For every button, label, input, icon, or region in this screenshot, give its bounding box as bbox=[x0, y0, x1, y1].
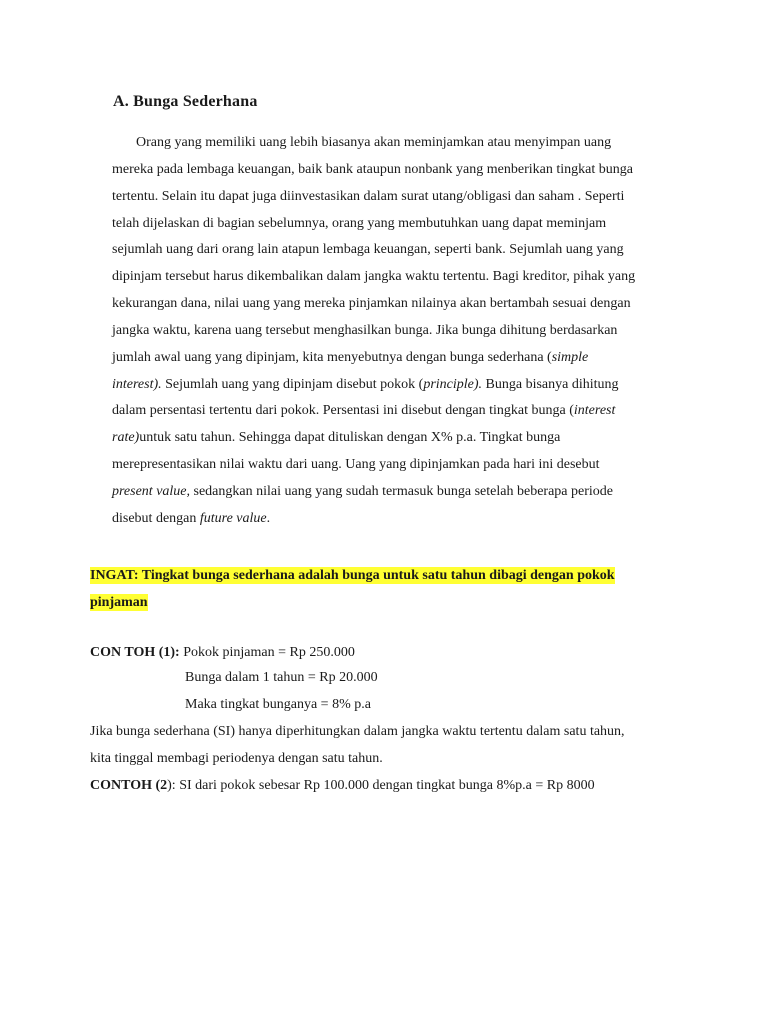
contoh-1-tingkat: Maka tingkat bunganya = 8% p.a bbox=[185, 697, 371, 712]
paragraph-line bbox=[112, 345, 667, 372]
paragraph-line: telah dijelaskan di bagian sebelumnya, orang yang membutuhkan uang dapat meminjam bbox=[112, 215, 607, 231]
paragraph-line: mereka pada lembaga keuangan, baik bank ataupun nonbank yang menberikan tingkat bunga bbox=[112, 161, 633, 177]
paragraph-line: kekurangan dana, nilai uang yang mereka pinjamkan nilainya akan bertambah sesuai dengan bbox=[112, 296, 631, 312]
italic-term: rate) bbox=[112, 430, 140, 446]
highlighted-note-line: INGAT: Tingkat bunga sederhana adalah bunga untuk satu tahun dibagi dengan pokok bbox=[90, 568, 615, 583]
si-explanation bbox=[90, 719, 690, 772]
paragraph-line: sejumlah uang dari orang lain atapun lembaga keuangan, seperti bank. Sejumlah uang yang bbox=[112, 242, 624, 258]
italic-term: present value, bbox=[112, 483, 191, 499]
paragraph-line bbox=[112, 372, 667, 399]
highlighted-note-line: pinjaman bbox=[90, 595, 148, 610]
text-run: jumlah awal uang yang dipinjam, kita menyebutnya dengan bunga sederhana ( bbox=[112, 349, 552, 365]
contoh-2-label: CONTOH (2 bbox=[90, 778, 168, 793]
contoh-2-line bbox=[90, 773, 690, 800]
italic-term: interest). bbox=[112, 376, 162, 392]
italic-term: principle). bbox=[423, 376, 483, 392]
contoh-1-pokok: Pokok pinjaman = Rp 250.000 bbox=[179, 645, 355, 660]
contoh-2-text: ): SI dari pokok sebesar Rp 100.000 dengan tingkat bunga 8%p.a = Rp 8000 bbox=[167, 778, 595, 793]
text-run: dalam persentasi tertentu dari pokok. Persentasi ini disebut dengan tingkat bunga ( bbox=[112, 403, 574, 419]
paragraph-line bbox=[112, 425, 667, 452]
text-run: disebut dengan bbox=[112, 510, 200, 526]
ingat-note bbox=[90, 562, 680, 616]
text-run: untuk satu tahun. Sehingga dapat dituliskan dengan X% p.a. Tingkat bunga bbox=[139, 430, 561, 446]
contoh-1-line bbox=[90, 640, 690, 667]
si-line: kita tinggal membagi periodenya dengan satu tahun. bbox=[90, 750, 383, 766]
paragraph-line bbox=[112, 479, 667, 506]
italic-term: interest bbox=[573, 403, 616, 419]
text-run: sedangkan nilai uang yang sudah termasuk bunga setelah beberapa periode bbox=[190, 483, 613, 499]
contoh-1-bunga: Bunga dalam 1 tahun = Rp 20.000 bbox=[185, 670, 378, 685]
contoh-1-label: CON TOH (1): bbox=[90, 645, 180, 660]
paragraph-line: dipinjam tersebut harus dikembalikan dalam jangka waktu tertentu. Bagi kreditor, pihak yang bbox=[112, 269, 636, 285]
italic-term: future value bbox=[199, 510, 267, 526]
paragraph-line: Orang yang memiliki uang lebih biasanya akan meminjamkan atau menyimpan uang bbox=[136, 135, 612, 150]
si-line: Jika bunga sederhana (SI) hanya diperhitungkan dalam jangka waktu tertentu dalam satu tahun, bbox=[90, 724, 625, 739]
paragraph-line bbox=[112, 398, 667, 425]
italic-term: simple bbox=[551, 349, 589, 365]
paragraph-line: jangka waktu, karena uang tersebut menghasilkan bunga. Jika bunga dihitung berdasarkan bbox=[112, 322, 618, 338]
text-run: . bbox=[266, 510, 271, 526]
text-run: Bunga bisanya dihitung bbox=[482, 376, 619, 392]
intro-paragraph bbox=[112, 130, 667, 533]
text-run: Sejumlah uang yang dipinjam disebut pokok ( bbox=[161, 376, 424, 392]
section-heading: A. Bunga Sederhana bbox=[113, 93, 258, 110]
paragraph-line bbox=[112, 506, 667, 533]
paragraph-line: merepresentasikan nilai waktu dari uang. Uang yang dipinjamkan pada hari ini desebut bbox=[112, 457, 600, 473]
paragraph-line: tertentu. Selain itu dapat juga diinvestasikan dalam surat utang/obligasi dan saham . Seperti bbox=[112, 188, 625, 204]
